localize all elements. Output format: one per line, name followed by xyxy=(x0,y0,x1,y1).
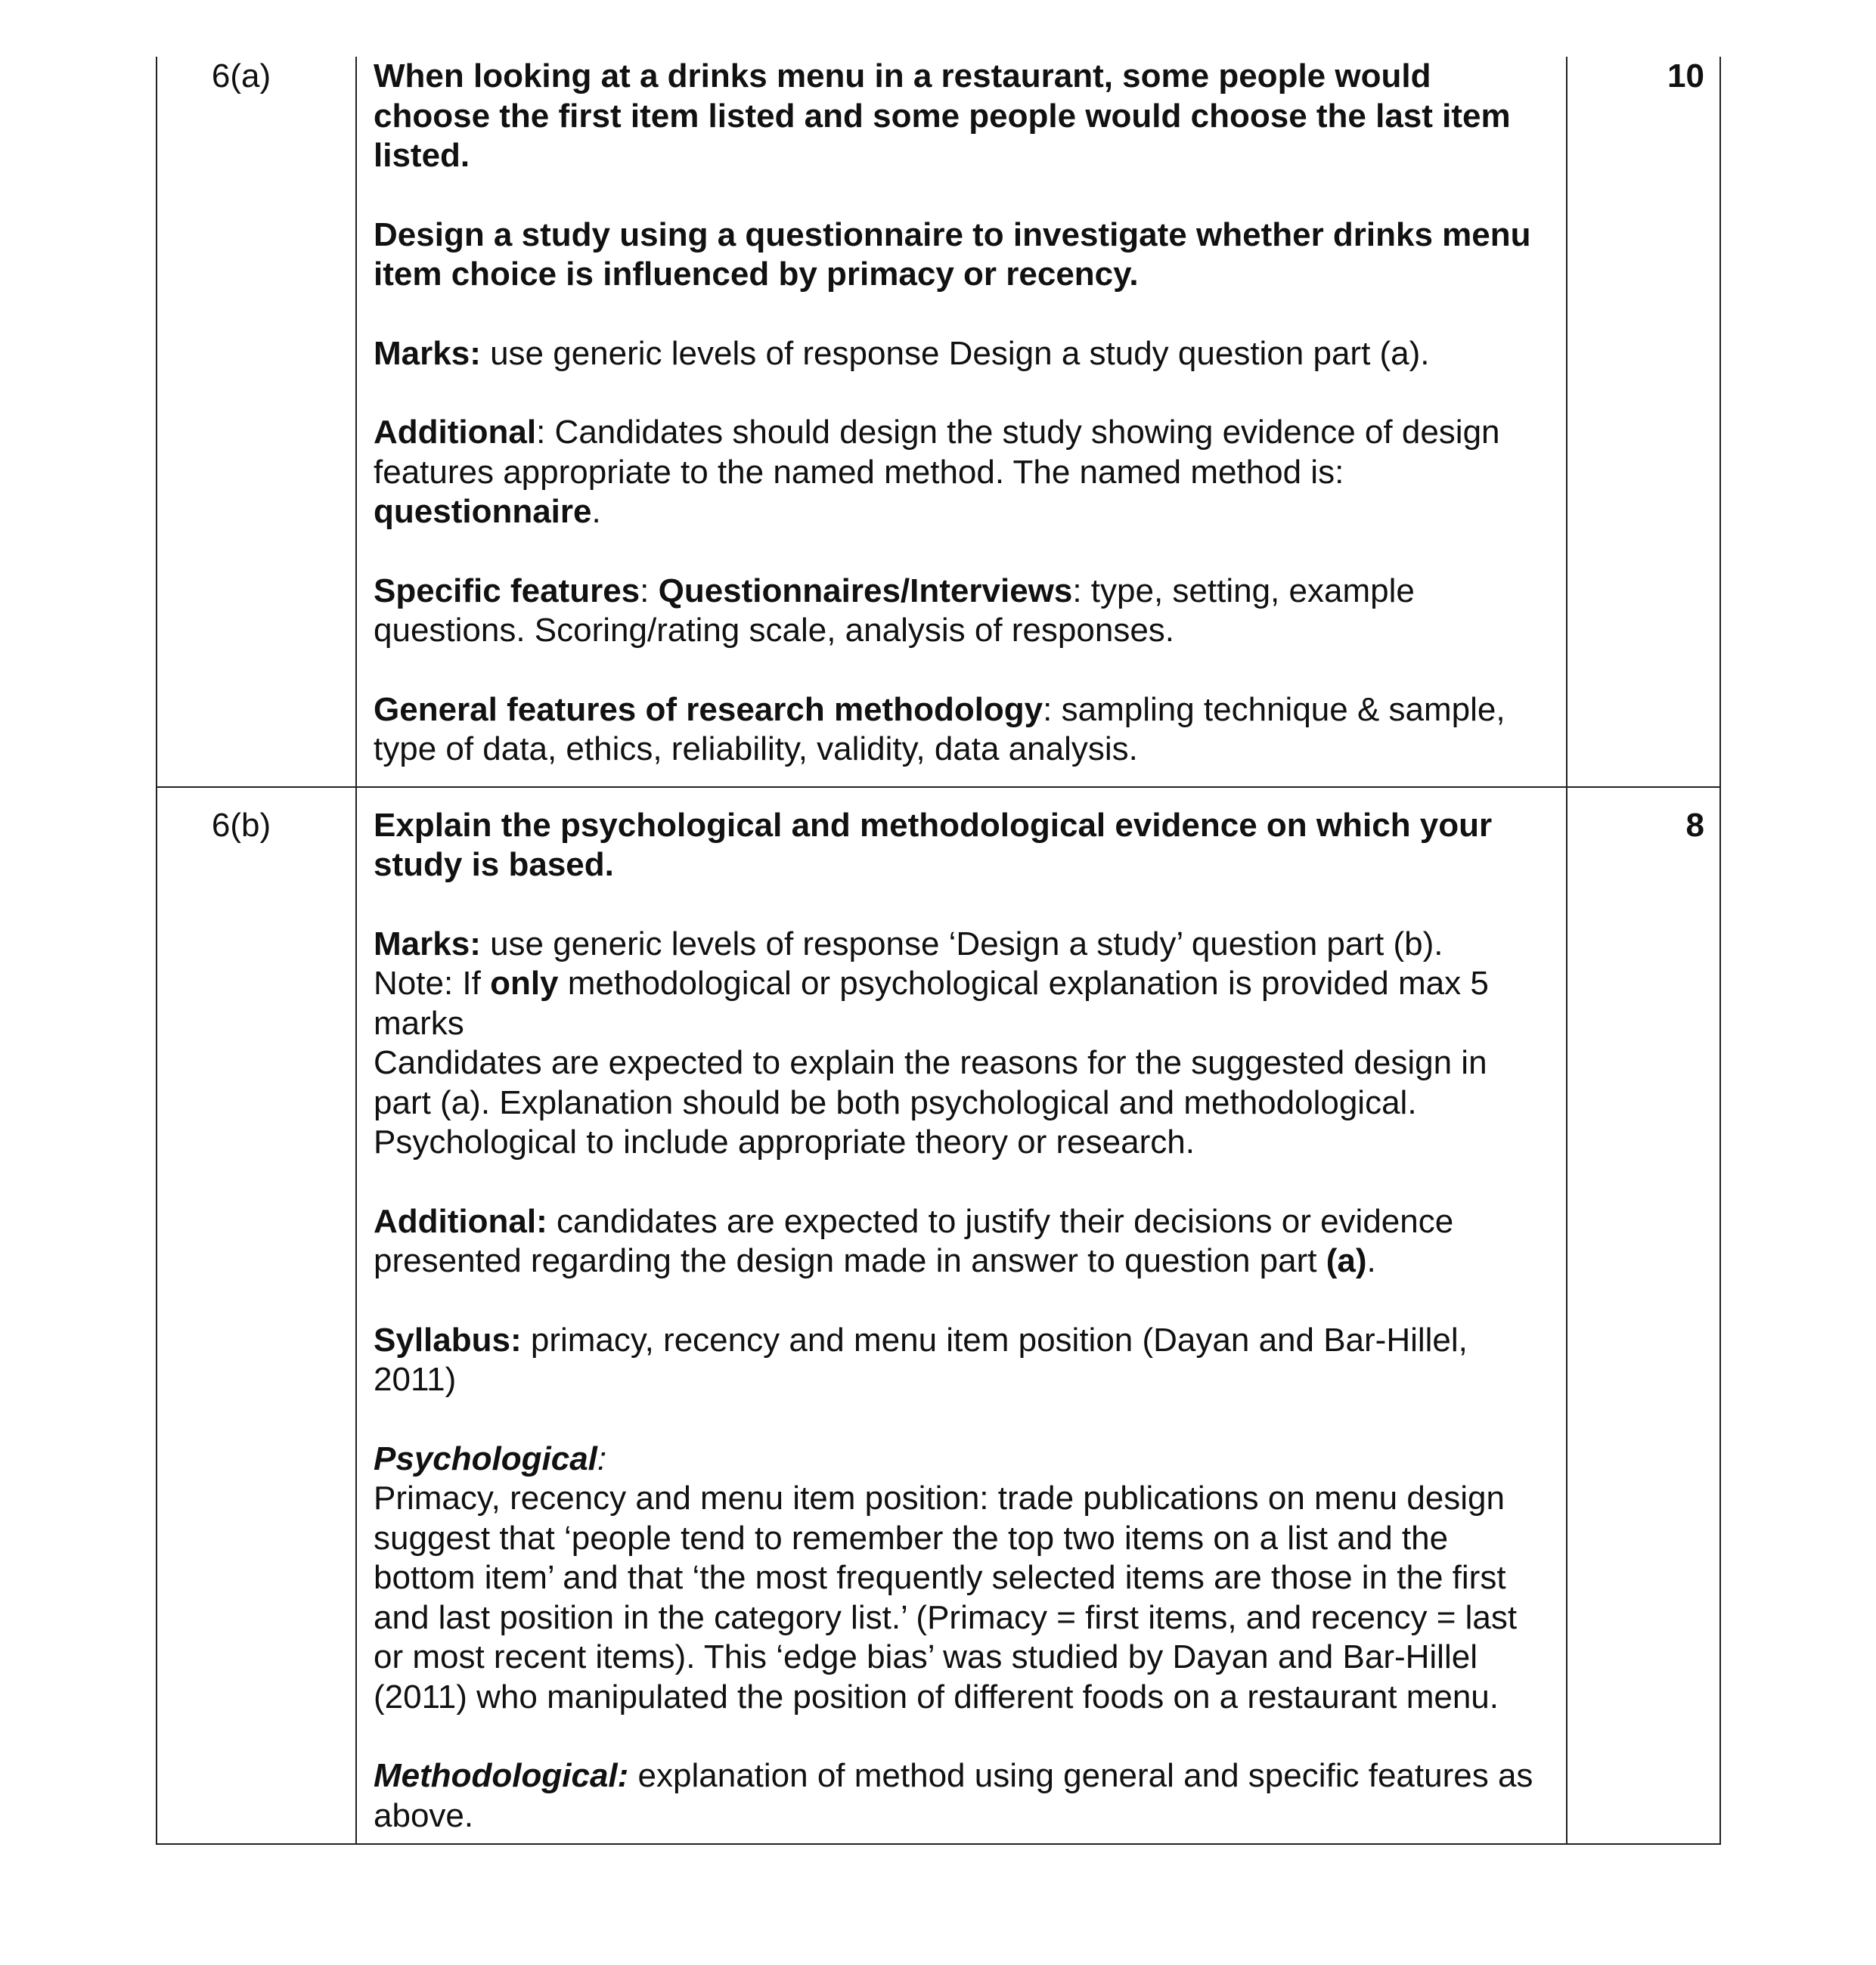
answer-cell xyxy=(356,57,1567,787)
additional-guidance: Additional: candidates are expected to justify their decisions or evidence presented regarding the design made in answer to question part (a). xyxy=(374,1202,1454,1279)
marks-value: 10 xyxy=(1567,57,1720,787)
syllabus-guidance: Syllabus: primacy, recency and menu item position (Dayan and Bar-Hillel, 2011) xyxy=(374,1321,1468,1398)
specific-features: Specific features: Questionnaires/Interviews: type, setting, example questions. Scoring/rating scale, analysis of responses. xyxy=(374,572,1415,649)
methodological-guidance: Methodological: explanation of method using general and specific features as above. xyxy=(374,1757,1533,1834)
question-task: Explain the psychological and methodological evidence on which your study is based. xyxy=(374,806,1493,883)
question-prompt: When looking at a drinks menu in a restaurant, some people would choose the first item listed and some people would choose the last item listed. xyxy=(374,57,1511,174)
table-row xyxy=(157,787,1720,1845)
marks-value: 8 xyxy=(1567,787,1720,1845)
mark-scheme-table xyxy=(156,57,1721,1845)
question-number: 6(b) xyxy=(157,787,356,1845)
additional-guidance: Additional: Candidates should design the study showing evidence of design features appropriate to the named method. The named method is: questionnaire. xyxy=(374,414,1500,530)
answer-cell xyxy=(356,787,1567,1845)
psychological-guidance: Psychological: Primacy, recency and menu item position: trade publications on menu design suggest that ‘people tend to remember the top two items on a list and the bottom item’ and that ‘the most frequently selected items are those in the first and last position in the category list.’ (Primacy = first items, and recency = last or most recent items). This ‘edge bias’ was studied by Dayan and Bar-Hillel (2011) who manipulated the position of different foods on a restaurant menu. xyxy=(374,1440,1518,1716)
general-features: General features of research methodology: sampling technique & sample, type of data, ethics, reliability, validity, data analysis. xyxy=(374,690,1505,767)
table-row xyxy=(157,57,1720,787)
marks-guidance: Marks: use generic levels of response ‘Design a study’ question part (b). Note: If only methodological or psychological explanation is provided max 5 marks Candidates are expected to explain the reasons for the suggested design in part (a). Explanation should be both psychological and methodological. Psychological to include appropriate theory or research. xyxy=(374,925,1489,1161)
question-number: 6(a) xyxy=(157,57,356,787)
marks-guidance: Marks: use generic levels of response Design a study question part (a). xyxy=(374,334,1430,372)
question-task: Design a study using a questionnaire to investigate whether drinks menu item choice is influenced by primacy or recency. xyxy=(374,215,1531,293)
